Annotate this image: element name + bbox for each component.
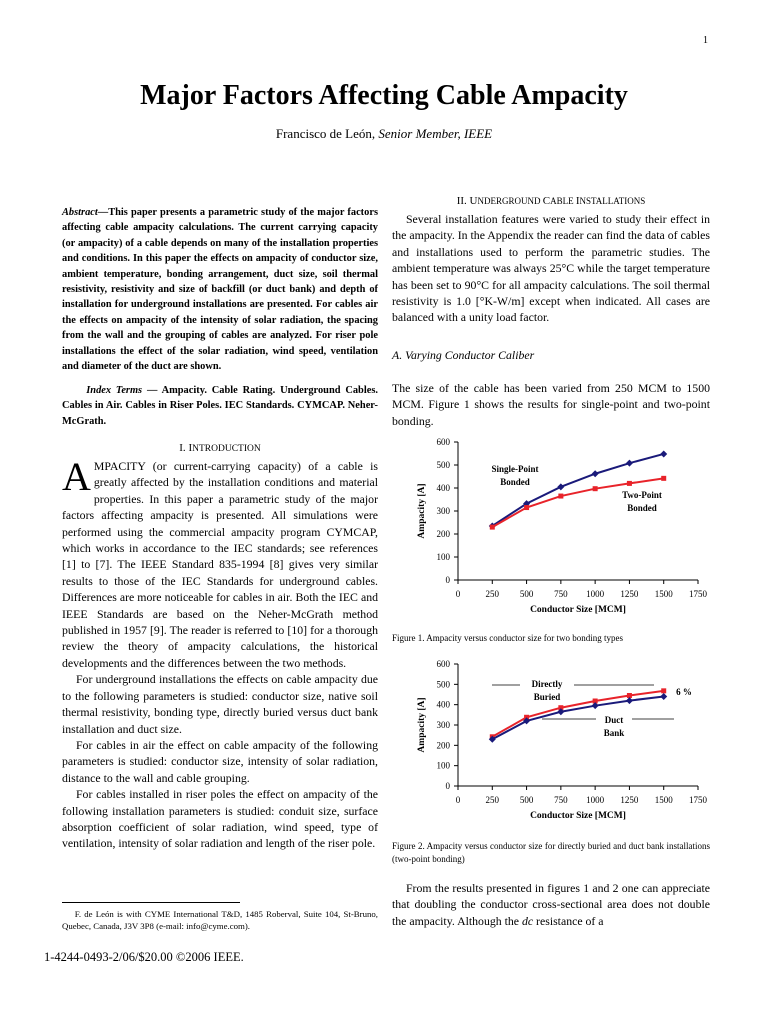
figure-1-chart <box>392 432 722 622</box>
abstract-lead: Abstract <box>62 207 98 218</box>
section-2-heading <box>392 193 710 209</box>
figure-1-caption: Figure 1. Ampacity versus conductor size for two bonding types <box>392 633 623 643</box>
x-tick-label: 500 <box>519 795 534 805</box>
y-tick-label: 400 <box>436 483 450 493</box>
author-line <box>0 126 768 142</box>
intro-paragraph-2: For underground installations the effects on cable ampacity due to the following parameters is studied: conductor size, native soil thermal resistivity, bonding type, directly buried versus duct bank installation and duct size. <box>62 672 378 736</box>
intro-paragraph-3: For cables in air the effect on cable ampacity of the following parameters is studied: conductor size, intensity of solar radiation, distance to the wall and cable grouping. <box>62 737 378 785</box>
data-point <box>660 693 667 700</box>
annotation-label: Buried <box>533 692 561 702</box>
x-tick-label: 1000 <box>586 795 605 805</box>
section-2-paragraph-2: The size of the cable has been varied from 250 MCM to 1500 MCM. Figure 1 shows the results for single-point and two-point bonding. <box>392 381 710 428</box>
page-number: 1 <box>703 35 708 46</box>
section-2-paragraph-3-block <box>392 880 710 929</box>
data-point <box>558 494 563 499</box>
x-tick-label: 1250 <box>620 589 639 599</box>
x-tick-label: 1750 <box>689 795 707 805</box>
data-point <box>626 697 633 704</box>
data-point <box>557 483 564 490</box>
data-point <box>661 688 666 693</box>
x-tick-label: 1000 <box>586 589 605 599</box>
intro-paragraph-1 <box>62 454 378 671</box>
x-tick-label: 500 <box>519 589 534 599</box>
section-1-numeral: I. <box>179 442 189 454</box>
y-tick-label: 0 <box>445 781 450 791</box>
y-tick-label: 200 <box>436 740 450 751</box>
section-2-w3-rest: NSTALLATIONS <box>579 196 646 206</box>
footnote-rule <box>62 902 240 903</box>
x-tick-label: 1250 <box>620 795 639 805</box>
series-line-0 <box>492 691 663 737</box>
y-tick-label: 100 <box>436 760 450 771</box>
y-tick-label: 600 <box>436 437 450 447</box>
section-2-w2-rest: ABLE <box>550 196 576 206</box>
x-tick-label: 0 <box>455 795 461 805</box>
index-terms-lead: Index Terms <box>86 385 143 396</box>
y-tick-label: 0 <box>445 575 450 585</box>
subsection-a-heading: A. Varying Conductor Caliber <box>392 348 535 362</box>
dc-italic: dc <box>521 913 534 928</box>
y-tick-label: 600 <box>436 659 450 669</box>
y-axis-label: Ampacity [A] <box>417 483 427 539</box>
x-axis-label: Conductor Size [MCM] <box>530 811 626 821</box>
section-1-body <box>62 454 378 852</box>
section-1-heading-first: I <box>188 442 193 454</box>
section-2-w3-first: I <box>575 195 580 207</box>
index-terms-text: — Ampacity. Cable Rating. Underground Cables. Cables in Air. Cables in Riser Poles. IEC Standards. CYMCAP. Neher-McGrath. <box>62 385 378 427</box>
annotation-label: Bonded <box>627 503 657 513</box>
data-point <box>490 525 495 530</box>
author-role: Senior Member, IEEE <box>378 126 493 141</box>
annotation-label: Directly <box>531 679 563 689</box>
annotation-label: Single-Point <box>491 464 539 474</box>
section-2-w2-first: C <box>542 195 551 207</box>
x-tick-label: 250 <box>485 795 500 805</box>
data-point <box>524 505 529 510</box>
author-name: Francisco de León, <box>275 126 379 141</box>
section-2-paragraph-3 <box>392 880 710 929</box>
data-point <box>626 460 633 467</box>
abstract-text: This paper presents a parametric study of the major factors affecting cable ampacity calculations. The current carrying capacity (or ampacity) of a cable depends on many of the installation properties and conditions. In this paper the effects on ampacity of conductor size, ambient temperature, bonding arrangement, duct size, soil thermal resistivity, resistivity and size of backfill (or duct bank) and depth of installation for underground installations are presented. For cables air the effects on ampacity of the intensity of solar radiation, the spacing from the wall and the grouping of cables are analyzed. For riser pole installations the effect of the solar radiation, wind speed, ventilation and diameter of the duct are shown. <box>62 207 378 373</box>
annotation-label: Bonded <box>500 477 530 487</box>
y-tick-label: 300 <box>436 720 450 730</box>
y-tick-label: 100 <box>436 552 450 562</box>
abstract-dash: — <box>97 207 109 218</box>
x-tick-label: 750 <box>554 589 568 599</box>
section-1-heading-rest: NTRODUCTION <box>192 444 261 454</box>
data-point <box>661 476 666 481</box>
data-point <box>627 481 632 486</box>
index-terms <box>62 383 378 429</box>
x-axis-label: Conductor Size [MCM] <box>530 605 626 615</box>
y-tick-label: 400 <box>436 699 450 710</box>
section-2-paragraph-3-text: From the results presented in figures 1 and 2 one can appreciate that doubling the conductor cross-sectional area does not double the ampacity. Although the <box>392 881 710 928</box>
intro-paragraph-1-text: MPACITY (or current-carrying capacity) of a cable is greatly affected by the installation conditions and material properties. In this paper a parametric study of the major factors affecting ampacity is presented. All simulations were performed using the commercial ampacity program CYMCAP, which works in accordance to the IEC standards; see references [1] to [7]. The IEEE Standard 835-1994 [8] gives very similar results to those of the IEC Standards for underground cables. Differences are more noticeable for cables in air. Both the IEC and IEEE Standards are based on the Neher-McGrath method published in 1957 [9]. The reader is referred to [10] for a thorough review the theory of ampacity calculations, the historical developments and the differences between the two methods. <box>62 459 378 670</box>
annotation-label: 6 % <box>676 687 692 697</box>
y-tick-label: 500 <box>436 460 450 470</box>
x-tick-label: 1500 <box>654 589 673 599</box>
y-axis-label: Ampacity [A] <box>417 697 427 753</box>
x-tick-label: 750 <box>554 795 568 805</box>
drop-cap: A <box>62 454 91 499</box>
abstract <box>62 205 378 374</box>
data-point <box>593 486 598 491</box>
section-2-paragraph-2-block <box>392 380 710 429</box>
x-tick-label: 1500 <box>654 795 673 805</box>
section-2-paragraph-3-end: resistance of a <box>533 913 604 928</box>
series-line-1 <box>492 697 663 740</box>
section-1-heading <box>62 440 378 457</box>
section-2-body <box>392 211 710 326</box>
annotation-label: Duct <box>604 715 624 725</box>
y-tick-label: 300 <box>436 506 450 516</box>
y-tick-label: 500 <box>436 679 450 690</box>
section-2-numeral: II. <box>456 195 470 207</box>
intro-paragraph-4: For cables installed in riser poles the effect on ampacity of the following installation parameters is studied: conduit size, surface absorption coefficient of solar radiation, wind speed, type of ventilation, intensity of solar radiation and length of the riser pole. <box>62 787 378 851</box>
annotation-label: Two-Point <box>622 490 662 500</box>
section-2-w1-rest: NDERGROUND <box>477 196 543 206</box>
paper-title: Major Factors Affecting Cable Ampacity <box>140 80 628 111</box>
section-2-paragraph-1: Several installation features were varied to study their effect in the ampacity. In the Appendix the reader can find the data of cables and installations used to perform the parametric studies. The ambient temperature was always 25°C while the target temperature has been set to 90°C for all ampacity calculations. The soil thermal resistivity is 1.0 [°K-W/m] except when indicated. All cases are balanced with a unity load factor. <box>392 212 710 325</box>
copyright: 1-4244-0493-2/06/$20.00 ©2006 IEEE. <box>44 950 244 964</box>
x-tick-label: 1750 <box>689 589 707 599</box>
data-point <box>660 450 667 457</box>
section-2-w1-first: U <box>469 195 478 207</box>
data-point <box>592 470 599 477</box>
footnote-text: F. de León is with CYME International T&D, 1485 Roberval, Suite 104, St-Bruno, Quebec, Canada, J3V 3P8 (e-mail: info@cyme.com). <box>62 909 379 931</box>
annotation-label: Bank <box>603 728 625 738</box>
x-tick-label: 0 <box>455 589 461 599</box>
figure-2-chart <box>392 655 722 833</box>
y-tick-label: 200 <box>436 529 450 539</box>
footnote <box>62 908 378 932</box>
x-tick-label: 250 <box>485 589 500 599</box>
figure-2-caption: Figure 2. Ampacity versus conductor size for directly buried and duct bank installations (two-point bonding) <box>392 841 710 864</box>
